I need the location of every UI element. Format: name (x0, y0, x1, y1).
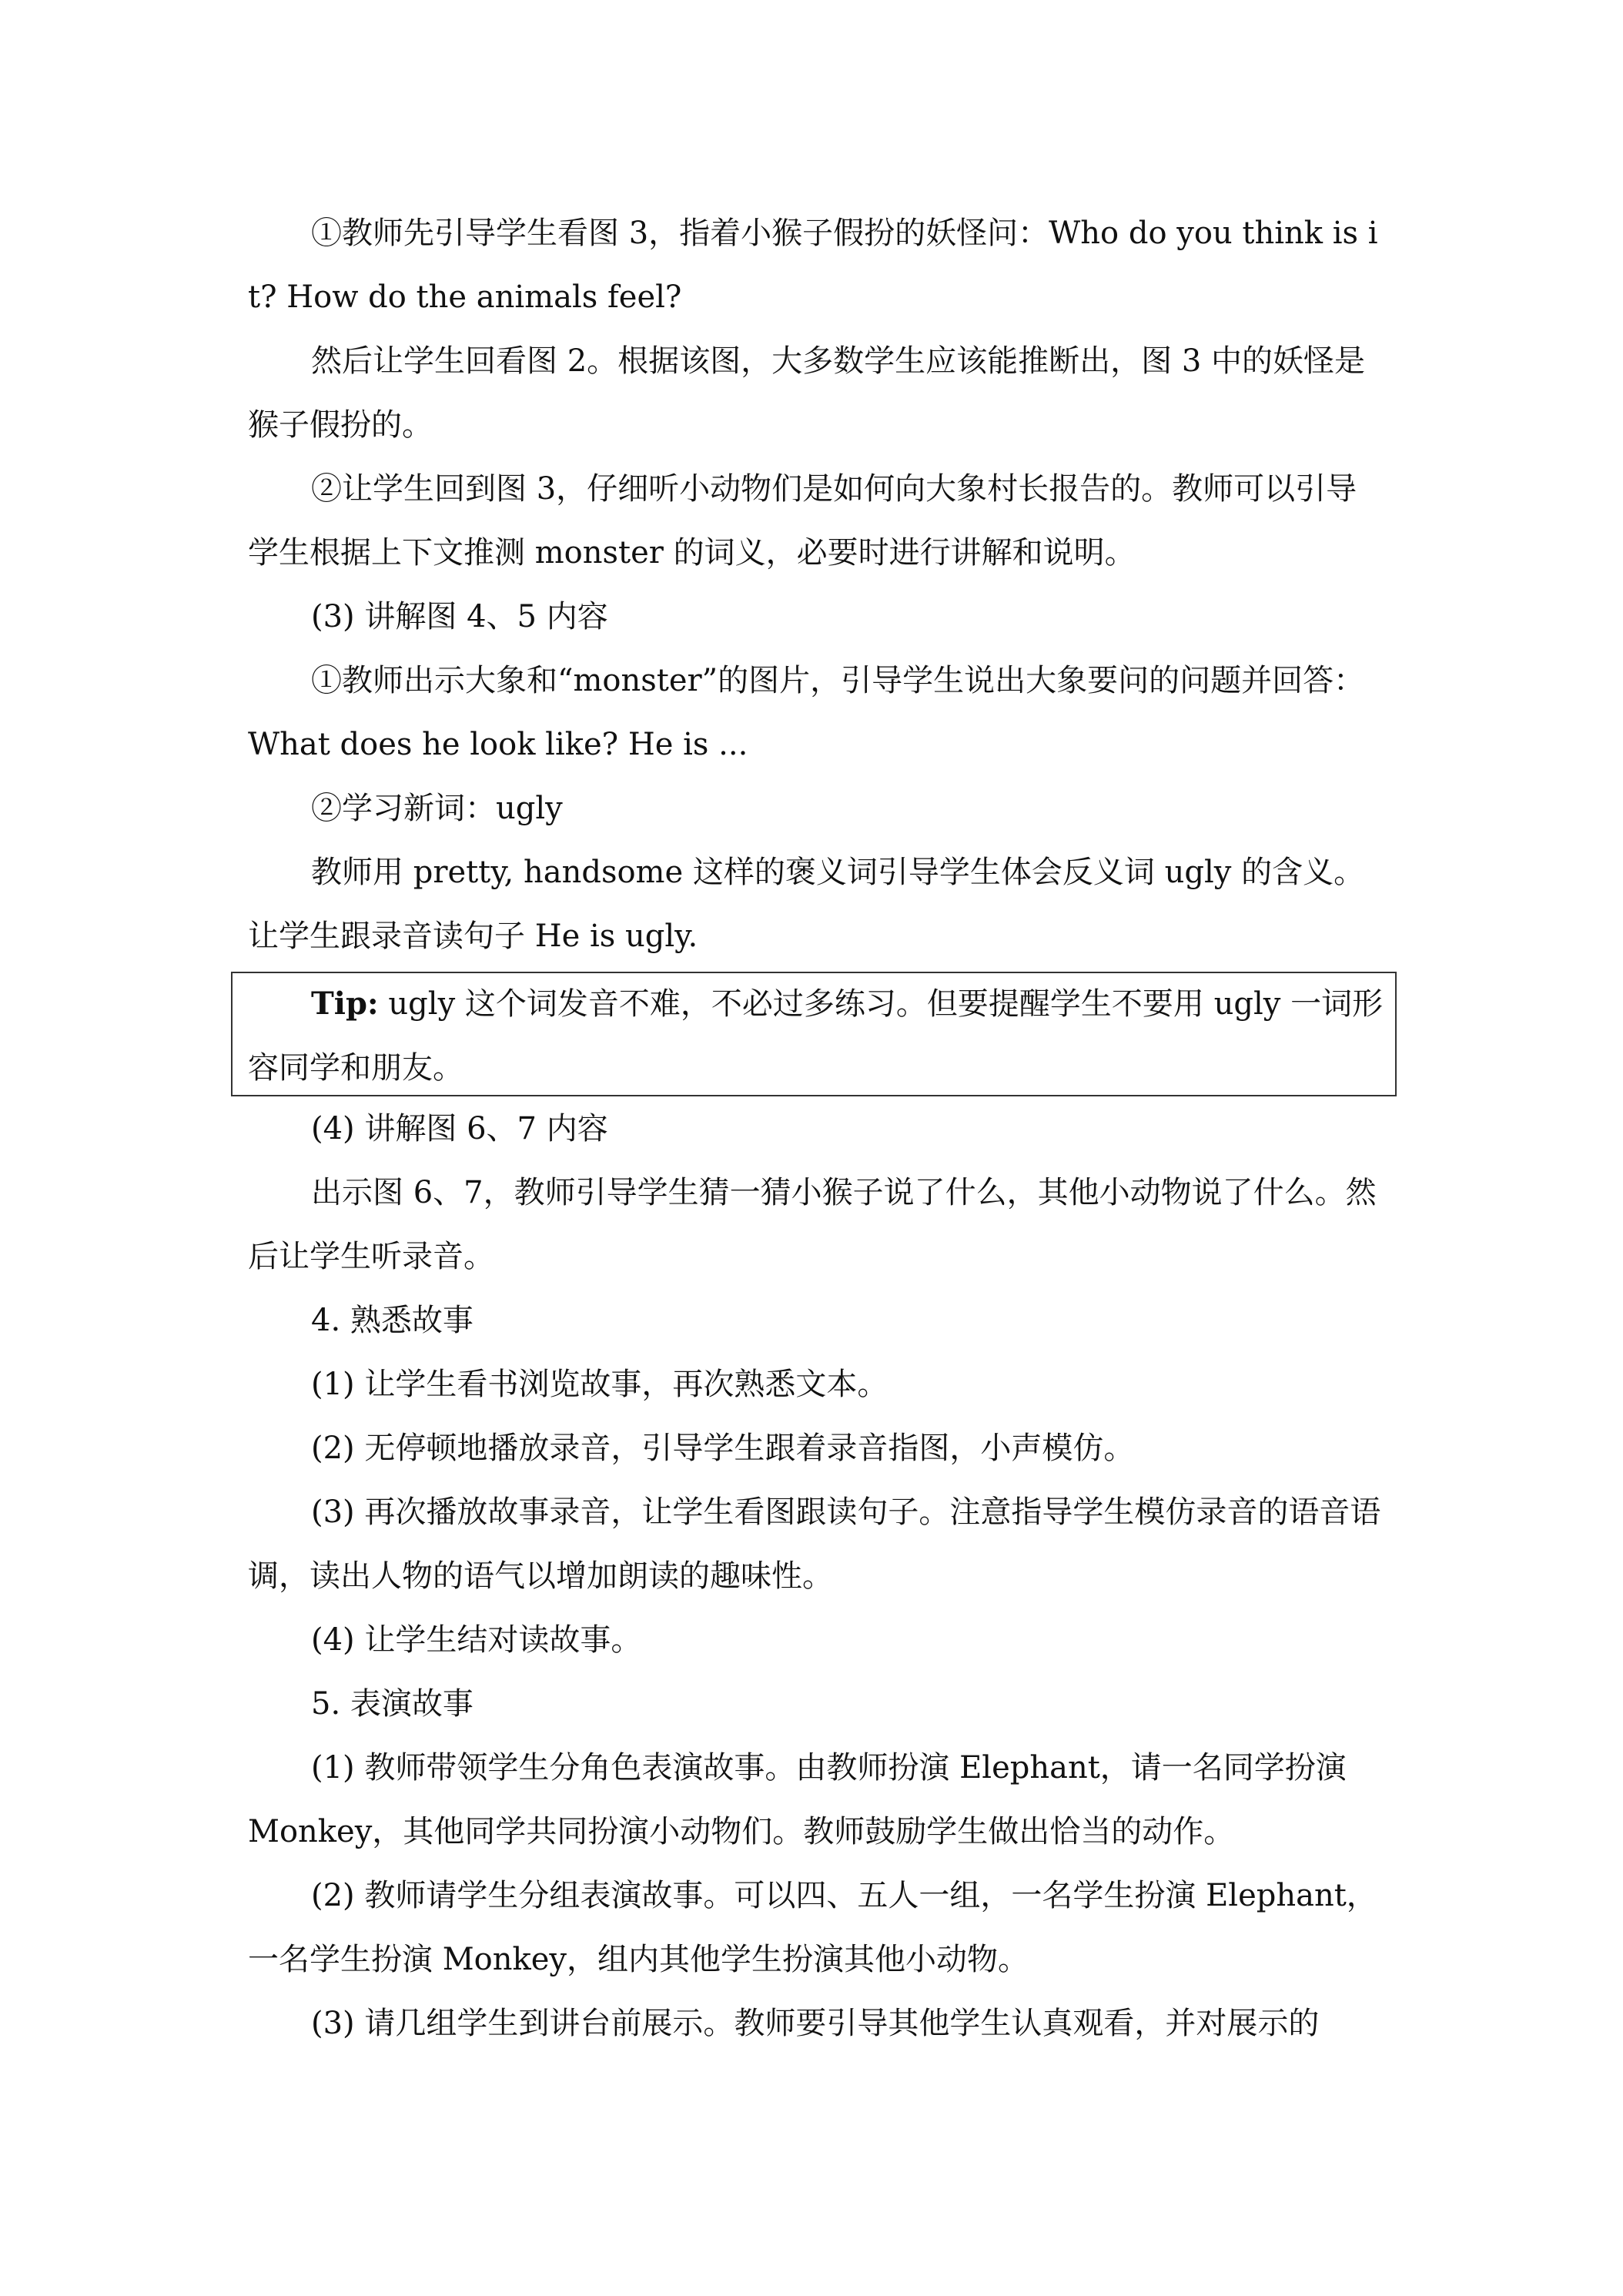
list-item-role-play: (1) 教师带领学生分角色表演故事。由教师扮演 Elephant，请一名同学扮演 Monkey，其他同学共同扮演小动物们。教师鼓励学生做出恰当的动作。 (248, 1750, 1347, 1849)
paragraph-step1-question: ①教师先引导学生看图 3，指着小猴子假扮的妖怪问：Who do you think is it? How do the animals feel? (248, 216, 1378, 315)
list-item-group-performance: (2) 教师请学生分组表演故事。可以四、五人一组，一名学生扮演 Elephant，一名学生扮演 Monkey，组内其他学生扮演其他小动物。 (248, 1878, 1377, 1977)
list-item-browse-story: (1) 让学生看书浏览故事，再次熟悉文本。 (311, 1367, 888, 1402)
list-item-pair-reading: (4) 让学生结对读故事。 (311, 1622, 642, 1658)
tip-text: ugly 这个词发音不难，不必过多练习。但要提醒学生不要用 ugly 一词形容同学和朋友。 (248, 986, 1384, 1086)
list-item-play-recording: (2) 无停顿地播放录音，引导学生跟着录音指图，小声模仿。 (311, 1431, 1135, 1466)
heading-perform-story: 5. 表演故事 (311, 1686, 474, 1722)
tip-label: Tip: (311, 986, 379, 1022)
heading-pictures-4-5: (3) 讲解图 4、5 内容 (311, 599, 608, 634)
paragraph-antonym-ugly: 教师用 pretty, handsome 这样的褒义词引导学生体会反义词 ugly 的含义。让学生跟录音读句子 He is ugly. (248, 855, 1365, 954)
tip-box (231, 972, 1397, 1096)
heading-pictures-6-7: (4) 讲解图 6、7 内容 (311, 1111, 608, 1146)
list-item-read-along: (3) 再次播放故事录音，让学生看图跟读句子。注意指导学生模仿录音的语音语调，读出人物的语气以增加朗读的趣味性。 (248, 1494, 1381, 1594)
heading-familiarize-story: 4. 熟悉故事 (311, 1303, 474, 1338)
paragraph-guess-monkey: 出示图 6、7，教师引导学生猜一猜小猴子说了什么，其他小动物说了什么。然后让学生听录音。 (248, 1175, 1377, 1274)
list-item-present-to-class: (3) 请几组学生到讲台前展示。教师要引导其他学生认真观看，并对展示的 (311, 2006, 1320, 2041)
paragraph-show-elephant-monster: ①教师出示大象和“monster”的图片，引导学生说出大象要问的问题并回答：What does he look like? He is ... (248, 663, 1365, 762)
paragraph-step2-listen: ②让学生回到图 3，仔细听小动物们是如何向大象村长报告的。教师可以引导学生根据上下文推测 monster 的词义，必要时进行讲解和说明。 (248, 471, 1357, 571)
paragraph-new-word: ②学习新词：ugly (311, 791, 563, 826)
tip-paragraph (248, 972, 1387, 1100)
paragraph-review-picture2: 然后让学生回看图 2。根据该图，大多数学生应该能推断出，图 3 中的妖怪是猴子假扮的。 (248, 343, 1366, 443)
